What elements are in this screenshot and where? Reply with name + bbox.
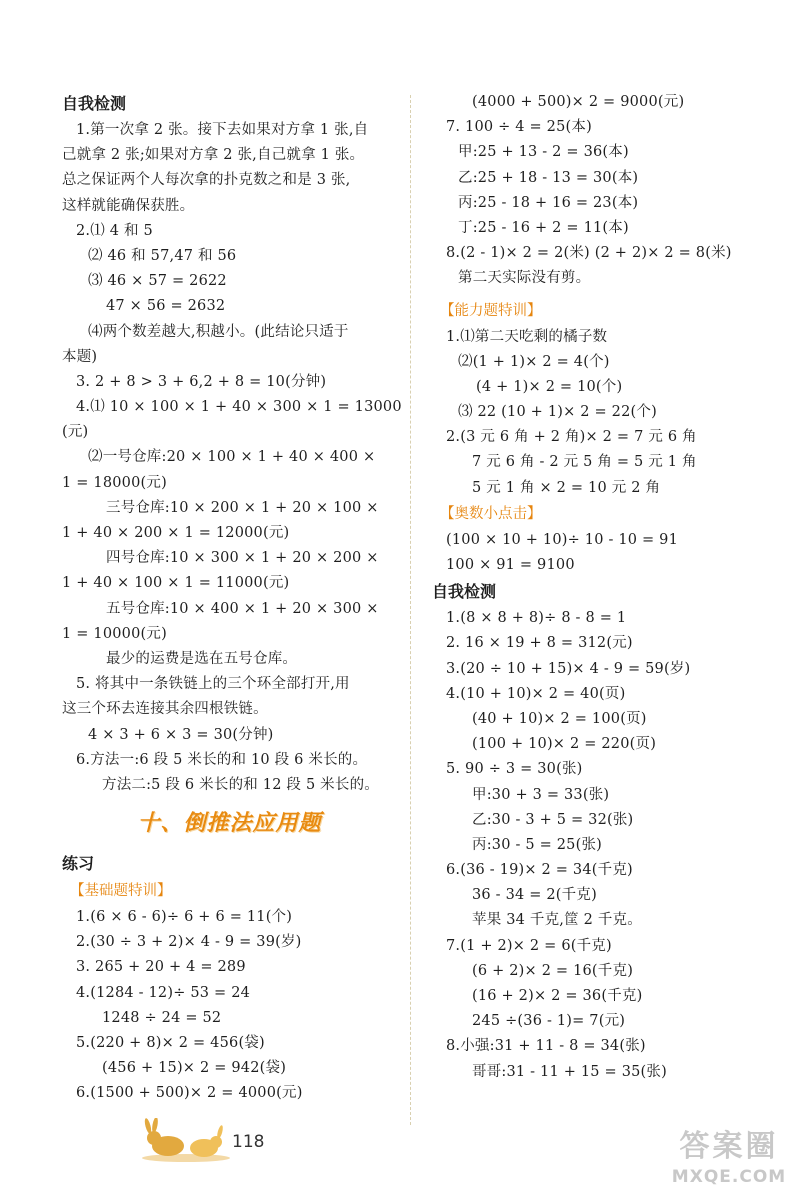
answer-line: 3.(20 ÷ 10 + 15)× 4 - 9 = 59(岁) <box>446 660 691 677</box>
answer-line: (4000 + 500)× 2 = 9000(元) <box>472 94 685 110</box>
answer-line: 甲:30 + 3 = 33(张) <box>472 786 610 803</box>
answer-line: 4.⑴ 10 × 100 × 1 + 40 × 300 × 1 = 13000 <box>76 399 402 416</box>
practice-heading: 练习 <box>62 854 95 874</box>
answer-line: 245 ÷(36 - 1)= 7(元) <box>472 1013 626 1030</box>
basic-training-tag: 【基础题特训】 <box>70 883 172 900</box>
answer-line: 这样就能确保获胜。 <box>62 197 195 214</box>
answer-line: 7. 100 ÷ 4 = 25(本) <box>446 119 592 136</box>
answer-line: 1248 ÷ 24 = 52 <box>102 1009 222 1026</box>
answer-line: 2. 16 × 19 + 8 = 312(元) <box>446 635 633 652</box>
page-footer <box>140 1118 280 1162</box>
answer-line: 1.第一次拿 2 张。接下去如果对方拿 1 张,自 <box>76 122 369 138</box>
answer-line: 100 × 91 = 9100 <box>446 557 575 573</box>
answer-line: (100 × 10 + 10)÷ 10 - 10 = 91 <box>446 531 679 548</box>
answer-line: 1 + 40 × 100 × 1 = 11000(元) <box>62 575 290 592</box>
answer-line: ⑵ 46 和 57,47 和 56 <box>88 247 237 264</box>
answer-line: 总之保证两个人每次拿的扑克数之和是 3 张, <box>62 172 351 189</box>
answer-line: (456 + 15)× 2 = 942(袋) <box>102 1060 287 1077</box>
answer-line: ⑷两个数差越大,积越小。(此结论只适于 <box>88 323 349 340</box>
answer-line: 1 + 40 × 200 × 1 = 12000(元) <box>62 525 290 541</box>
answer-line: 5. 将其中一条铁链上的三个环全部打开,用 <box>76 676 350 693</box>
answer-line: 己就拿 2 张;如果对方拿 2 张,自己就拿 1 张。 <box>62 147 365 164</box>
right-column <box>432 90 777 1085</box>
answer-line: 6.(1500 + 500)× 2 = 4000(元) <box>76 1085 303 1102</box>
answer-line: 2.(3 元 6 角 + 2 角)× 2 = 7 元 6 角 <box>446 429 697 446</box>
answer-line: 1 = 10000(元) <box>62 625 167 642</box>
answer-line: 这三个环去连接其余四根铁链。 <box>62 701 268 718</box>
answer-line: 5 元 1 角 × 2 = 10 元 2 角 <box>472 479 661 496</box>
answer-line: (6 + 2)× 2 = 16(千克) <box>472 962 634 979</box>
answer-line: 甲:25 + 13 - 2 = 36(本) <box>458 144 629 161</box>
answer-line: 1 = 18000(元) <box>62 474 167 491</box>
answer-line: 4.(1284 - 12)÷ 53 = 24 <box>76 984 251 1001</box>
answer-line: 47 × 56 = 2632 <box>106 298 226 315</box>
rabbit-decoration-icon <box>140 1118 232 1162</box>
answer-line: 2.(30 ÷ 3 + 2)× 4 - 9 = 39(岁) <box>76 934 302 951</box>
answer-line: 5.(220 + 8)× 2 = 456(袋) <box>76 1035 265 1051</box>
answer-line: 1.(8 × 8 + 8)÷ 8 - 8 = 1 <box>446 610 627 627</box>
answer-line: ⑶ 22 (10 + 1)× 2 = 22(个) <box>458 404 657 421</box>
olympiad-tag: 【奥数小点击】 <box>440 505 542 522</box>
answer-line: 哥哥:31 - 11 + 15 = 35(张) <box>472 1063 667 1080</box>
answer-line: 四号仓库:10 × 300 × 1 + 20 × 200 × <box>106 550 379 567</box>
page-number: 118 <box>232 1132 265 1152</box>
answer-line: 第二天实际没有剪。 <box>458 270 591 287</box>
answer-line: ⑵一号仓库:20 × 100 × 1 + 40 × 400 × <box>88 449 376 466</box>
answer-line: 5. 90 ÷ 3 = 30(张) <box>446 761 583 778</box>
answer-line: (40 + 10)× 2 = 100(页) <box>472 710 647 727</box>
self-test-heading: 自我检测 <box>62 94 127 113</box>
answer-line: 丙:25 - 18 + 16 = 23(本) <box>458 194 639 211</box>
answer-line: 6.(36 - 19)× 2 = 34(千克) <box>446 862 633 879</box>
answer-line: 本题) <box>62 348 98 365</box>
answer-line: 7.(1 + 2)× 2 = 6(千克) <box>446 937 612 954</box>
answer-line: 7 元 6 角 - 2 元 5 角 = 5 元 1 角 <box>472 454 697 471</box>
answer-line: ⑶ 46 × 57 = 2622 <box>88 273 227 290</box>
answer-line: 苹果 34 千克,筐 2 千克。 <box>472 912 642 929</box>
self-test-heading: 自我检测 <box>432 582 497 602</box>
answer-line: 4.(10 + 10)× 2 = 40(页) <box>446 685 626 702</box>
answer-line: (4 + 1)× 2 = 10(个) <box>476 378 623 395</box>
answer-line: 6.方法一:6 段 5 米长的和 10 段 6 米长的。 <box>76 751 368 768</box>
answer-line: (元) <box>62 424 89 441</box>
watermark-logo: 答案圈 <box>679 1129 779 1164</box>
left-column <box>62 90 402 1107</box>
answer-line: 丙:30 - 5 = 25(张) <box>472 836 603 853</box>
answer-line: 3. 2 + 8 > 3 + 6,2 + 8 = 10(分钟) <box>76 373 327 390</box>
answer-line: 3. 265 + 20 + 4 = 289 <box>76 959 246 976</box>
answer-line: 三号仓库:10 × 200 × 1 + 20 × 100 × <box>106 499 379 516</box>
answer-line: 8.(2 - 1)× 2 = 2(米) (2 + 2)× 2 = 8(米) <box>446 245 732 262</box>
ability-training-tag: 【能力题特训】 <box>440 302 542 319</box>
answer-line: 36 - 34 = 2(千克) <box>472 887 597 904</box>
answer-line: ⑵(1 + 1)× 2 = 4(个) <box>458 353 610 370</box>
answer-line: 丁:25 - 16 + 2 = 11(本) <box>458 219 629 236</box>
answer-line: (100 + 10)× 2 = 220(页) <box>472 736 657 753</box>
column-divider <box>410 95 411 1125</box>
answer-line: 五号仓库:10 × 400 × 1 + 20 × 300 × <box>106 600 379 617</box>
answer-line: (16 + 2)× 2 = 36(千克) <box>472 988 643 1004</box>
watermark-url: MXQE.COM <box>671 1167 787 1187</box>
answer-line: 2.⑴ 4 和 5 <box>76 222 153 239</box>
chapter-title: 十、倒推法应用题 <box>137 811 322 837</box>
answer-line: 8.小强:31 + 11 - 8 = 34(张) <box>446 1038 646 1055</box>
watermark <box>650 1128 808 1200</box>
answer-line: 乙:30 - 3 + 5 = 32(张) <box>472 811 634 828</box>
answer-line: 最少的运费是选在五号仓库。 <box>106 650 298 667</box>
answer-line: 1.(6 × 6 - 6)÷ 6 + 6 = 11(个) <box>76 909 293 926</box>
answer-line: 4 × 3 + 6 × 3 = 30(分钟) <box>88 726 274 743</box>
answer-line: 方法二:5 段 6 米长的和 12 段 5 米长的。 <box>102 776 379 793</box>
answer-line: 1.⑴第二天吃剩的橘子数 <box>446 328 608 345</box>
answer-line: 乙:25 + 18 - 13 = 30(本) <box>458 169 639 186</box>
